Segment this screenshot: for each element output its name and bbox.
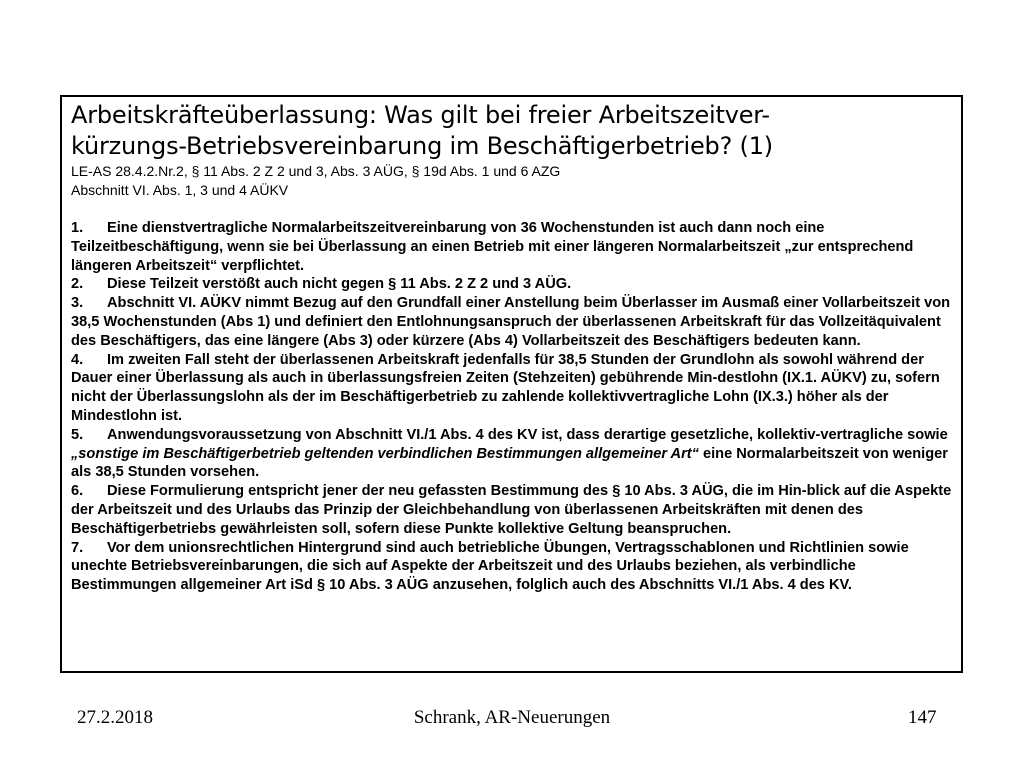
slide-title-line-1: Arbeitskräfteüberlassung: Was gilt bei freier Arbeitszeitver- [71, 101, 770, 129]
point-text-italic-quote: „sonstige im Beschäftigerbetrieb geltenden verbindlichen Bestimmungen allgemeiner Art“ [71, 445, 699, 462]
point-text: Eine dienstvertragliche Normalarbeitszeitvereinbarung von 36 Wochenstunden ist auch dann noch eine Teilzeitbeschäftigung, wenn sie bei Überlassung an einen Betrieb mit einer längeren Normalarbeitszeit „zur entsprechend längeren Arbeitszeit“ verpflichtet. [71, 220, 914, 274]
point-3 [71, 294, 953, 350]
point-number: 4. [71, 351, 84, 368]
footer-author-title: Schrank, AR-Neuerungen [413, 707, 611, 728]
point-text: Vor dem unionsrechtlichen Hintergrund sind auch betriebliche Übungen, Vertragsschablonen und Richtlinien sowie unechte Betriebsvereinbarungen, die sich auf Aspekte der Arbeitszeit und des Urlaubs beziehen, als verbindliche Bestimmungen allgemeiner Art iSd § 10 Abs. 3 AÜG anzusehen, folglich auch des Abschnitts VI./1 Abs. 4 des KV. [71, 539, 909, 594]
footer-date: 27.2.2018 [77, 707, 153, 728]
point-text: Diese Formulierung entspricht jener der neu gefassten Bestimmung des § 10 Abs. 3 AÜG, die im Hin-blick auf die Aspekte der Arbeitszeit und des Urlaubs das Prinzip der Gleichbehandlung von überlassenen Arbeitskräften mit denen des Beschäftigerbetriebs gewährleisten soll, sofern diese Punkte kollektive Geltung beanspruchen. [71, 483, 952, 537]
legal-reference-line-1: LE-AS 28.4.2.Nr.2, § 11 Abs. 2 Z 2 und 3, Abs. 3 AÜG, § 19d Abs. 1 und 6 AZG [71, 163, 561, 179]
point-number: 7. [71, 539, 84, 556]
point-text: Abschnitt VI. AÜKV nimmt Bezug auf den Grundfall einer Anstellung beim Überlasser im Ausmaß einer Vollarbeitszeit von 38,5 Wochenstunden (Abs 1) und definiert den Entlohnungsanspruch der überlassenen Arbeitskraft für das Vollzeitäquivalent des Beschäftigers, das eine längere (Abs 3) oder kürzere (Abs 4) Vollarbeitszeit des Beschäftigers bedeuten kann. [71, 295, 951, 349]
spacer [71, 200, 953, 219]
point-text: Diese Teilzeit verstößt auch nicht gegen § 11 Abs. 2 Z 2 und 3 AÜG. [107, 276, 572, 293]
point-text: Im zweiten Fall steht der überlassenen Arbeitskraft jedenfalls für 38,5 Stunden der Grundlohn als sowohl während der Dauer einer Überlassung als auch in überlassungsfreien Zeiten (Stehzeiten) gebührende Min-destlohn (IX.1. AÜKV) zu, sofern nicht der Überlassungslohn als der im Beschäftigerbetrieb zu zahlende kollektivvertragliche Lohn (IX.3.) höher als der Mindestlohn ist. [71, 351, 940, 424]
point-1 [71, 219, 953, 275]
point-text: Anwendungsvoraussetzung von Abschnitt VI./1 Abs. 4 des KV ist, dass derartige gesetzliche, kollektiv-vertragliche sowie [107, 426, 948, 443]
point-number: 3. [71, 295, 84, 312]
legal-reference-line-2: Abschnitt VI. Abs. 1, 3 und 4 AÜKV [71, 182, 289, 198]
point-4 [71, 351, 953, 426]
slide-title-line-2: kürzungs-Betriebsvereinbarung im Beschäftigerbetrieb? (1) [71, 132, 773, 160]
footer-page-number: 147 [908, 707, 937, 728]
point-6 [71, 482, 953, 538]
slide-content-box [60, 95, 963, 673]
point-number: 5. [71, 426, 84, 443]
point-2 [71, 275, 953, 294]
point-number: 1. [71, 220, 84, 236]
point-7 [71, 539, 953, 595]
point-number: 2. [71, 276, 84, 293]
point-5 [71, 426, 953, 482]
point-number: 6. [71, 483, 84, 500]
point-text-continued: eine Normalarbeitszeit von weniger als 38,5 Stunden vorsehen. [71, 445, 948, 481]
